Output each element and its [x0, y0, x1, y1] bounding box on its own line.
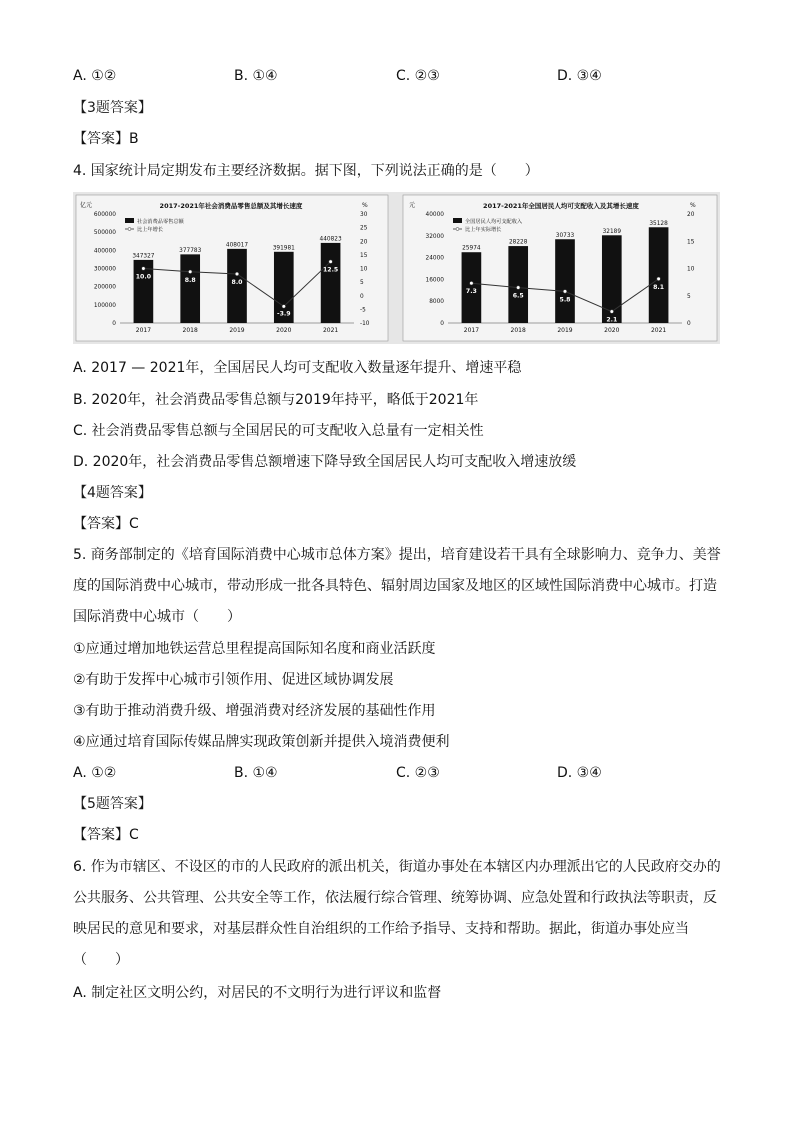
bar-value-label: 440823: [319, 236, 342, 243]
q3-option-c: C. ②③: [396, 68, 440, 84]
growth-point: [142, 267, 146, 271]
y-tick-left: 24000: [425, 255, 444, 262]
x-tick-label: 2017: [135, 327, 152, 334]
growth-point: [657, 277, 661, 281]
y-tick-left: 40000: [425, 212, 444, 218]
growth-value-label: 6.5: [512, 292, 524, 300]
q4-option-d: D. 2020年，社会消费品零售总额增速下降导致全国居民人均可支配收入增速放缓: [73, 454, 577, 470]
legend-swatch-bar: [125, 218, 134, 223]
y-axis-unit-right: %: [362, 202, 368, 209]
y-tick-right: 20: [687, 212, 695, 218]
q5-answer: 【答案】C: [73, 827, 139, 843]
legend-marker: [456, 228, 459, 231]
q5-stem-line-1: 5. 商务部制定的《培育国际消费中心城市总体方案》提出，培育建设若干具有全球影响力、竞争力、美誉: [73, 547, 721, 563]
y-tick-left: 100000: [93, 302, 116, 309]
q3-option-d: D. ③④: [557, 68, 602, 84]
q3-option-b: B. ①④: [234, 68, 278, 84]
q3-answer: 【答案】B: [73, 131, 139, 147]
legend-label-bar: 全国居民人均可支配收入: [465, 219, 523, 225]
q6-option-a: A. 制定社区文明公约，对居民的不文明行为进行评议和监督: [73, 985, 442, 1001]
q6-stem-line-3: 映居民的意见和要求，对基层群众性自治组织的工作给予指导、支持和帮助。据此，街道办事处应当: [73, 921, 689, 937]
growth-point: [282, 305, 286, 309]
q5-item-4: ④应通过培育国际传媒品牌实现政策创新并提供入境消费便利: [73, 734, 450, 750]
growth-point: [188, 270, 192, 274]
bar: [508, 246, 528, 323]
q4-answer-header: 【4题答案】: [73, 485, 152, 501]
growth-point: [610, 310, 614, 314]
y-tick-left: 16000: [425, 277, 444, 284]
y-axis-unit-left: 元: [409, 202, 416, 209]
x-tick-label: 2021: [650, 327, 667, 334]
bar: [180, 254, 200, 323]
y-tick-right: -10: [360, 321, 370, 327]
y-tick-left: 500000: [93, 230, 116, 237]
q5-option-d: D. ③④: [557, 765, 602, 781]
x-tick-label: 2021: [322, 327, 339, 334]
growth-value-label: 8.0: [231, 278, 243, 286]
y-axis-unit-right: %: [690, 202, 696, 209]
bar-value-label: 377783: [179, 247, 202, 254]
legend-swatch-bar: [453, 218, 462, 223]
x-tick-label: 2019: [557, 327, 573, 334]
growth-point: [563, 290, 567, 294]
y-axis-unit-left: 亿元: [80, 202, 93, 209]
x-tick-label: 2018: [510, 327, 526, 334]
y-tick-left: 32000: [425, 233, 444, 240]
q5-answer-header: 【5题答案】: [73, 796, 152, 812]
x-tick-label: 2020: [604, 327, 620, 334]
growth-point: [470, 281, 474, 285]
y-tick-left: 400000: [93, 248, 116, 255]
y-tick-right: 25: [360, 225, 368, 232]
growth-value-label: 7.3: [465, 288, 477, 296]
growth-point: [516, 286, 520, 290]
x-tick-label: 2017: [463, 327, 480, 334]
legend-label-bar: 社会消费品零售总额: [137, 219, 184, 225]
q5-option-a: A. ①②: [73, 765, 117, 781]
x-tick-label: 2018: [182, 327, 198, 334]
q5-item-1: ①应通过增加地铁运营总里程提高国际知名度和商业活跃度: [73, 641, 436, 657]
legend-label-line: 比上年实际增长: [465, 227, 502, 233]
y-tick-right: 0: [360, 293, 364, 300]
q5-option-b: B. ①④: [234, 765, 278, 781]
y-tick-left: 300000: [93, 266, 116, 273]
y-tick-right: 15: [360, 252, 368, 259]
q5-stem-line-2: 度的国际消费中心城市，带动形成一批各具特色、辐射周边国家及地区的区域性国际消费中心城市。打造: [73, 578, 717, 594]
q6-stem-line-2: 公共服务、公共管理、公共安全等工作，依法履行综合管理、统筹协调、应急处置和行政执法等职责，反: [73, 890, 717, 906]
growth-value-label: 12.5: [322, 266, 339, 274]
q5-item-2: ②有助于发挥中心城市引领作用、促进区域协调发展: [73, 672, 394, 688]
q5-item-3: ③有助于推动消费升级、增强消费对经济发展的基础性作用: [73, 703, 436, 719]
growth-value-label: 5.8: [559, 296, 571, 304]
growth-point: [235, 272, 239, 276]
bar: [555, 239, 575, 323]
x-tick-label: 2020: [276, 327, 292, 334]
y-tick-right: 5: [687, 293, 691, 300]
bar-value-label: 25974: [462, 245, 481, 252]
q4-option-b: B. 2020年，社会消费品零售总额与2019年持平，略低于2021年: [73, 392, 479, 408]
legend-marker: [128, 228, 131, 231]
bar-value-label: 30733: [555, 232, 575, 239]
growth-point: [329, 260, 333, 264]
q3-answer-header: 【3题答案】: [73, 100, 152, 116]
chart-title: 2017-2021年社会消费品零售总额及其增长速度: [159, 202, 303, 210]
y-tick-right: 15: [687, 239, 695, 246]
y-tick-right: 30: [360, 212, 368, 218]
y-tick-right: 10: [360, 266, 368, 273]
bar-value-label: 347327: [132, 253, 155, 260]
growth-value-label: 10.0: [135, 273, 152, 281]
bar-value-label: 28228: [508, 239, 528, 246]
y-tick-left: 200000: [93, 284, 116, 291]
bar: [649, 227, 669, 323]
growth-value-label: -3.9: [277, 310, 291, 318]
y-tick-right: 10: [687, 266, 695, 273]
q4-answer: 【答案】C: [73, 516, 139, 532]
y-tick-left: 600000: [93, 212, 116, 218]
q6-stem-line-4: （ ）: [73, 952, 129, 968]
y-tick-left: 8000: [429, 299, 444, 306]
q4-stem: 4. 国家统计局定期发布主要经济数据。据下图，下列说法正确的是（ ）: [73, 163, 539, 179]
q4-option-a: A. 2017 — 2021年，全国居民人均可支配收入数量逐年提升、增速平稳: [73, 360, 522, 376]
bar-value-label: 32189: [602, 228, 622, 235]
y-tick-right: 0: [687, 321, 691, 327]
q5-option-c: C. ②③: [396, 765, 440, 781]
growth-value-label: 2.1: [606, 316, 618, 324]
bar-value-label: 408017: [225, 242, 249, 249]
y-tick-left: 0: [112, 321, 116, 327]
y-tick-right: -5: [360, 307, 366, 314]
y-tick-right: 5: [360, 280, 364, 287]
bar-value-label: 391981: [272, 245, 295, 252]
x-tick-label: 2019: [229, 327, 245, 334]
growth-value-label: 8.1: [653, 283, 665, 291]
y-tick-left: 0: [440, 321, 444, 327]
growth-value-label: 8.8: [184, 276, 196, 284]
q5-stem-line-3: 国际消费中心城市（ ）: [73, 609, 241, 625]
bar-value-label: 35128: [649, 220, 668, 227]
q4-option-c: C. 社会消费品零售总额与全国居民的可支配收入总量有一定相关性: [73, 423, 484, 439]
legend-label-line: 比上年增长: [137, 227, 163, 233]
y-tick-right: 20: [360, 239, 368, 246]
chart-title: 2017-2021年全国居民人均可支配收入及其增长速度: [483, 202, 639, 210]
q4-figure: [73, 192, 720, 344]
bar: [321, 243, 341, 323]
q6-stem-line-1: 6. 作为市辖区、不设区的市的人民政府的派出机关，街道办事处在本辖区内办理派出它的人民政府交办的: [73, 859, 721, 875]
q3-option-a: A. ①②: [73, 68, 117, 84]
